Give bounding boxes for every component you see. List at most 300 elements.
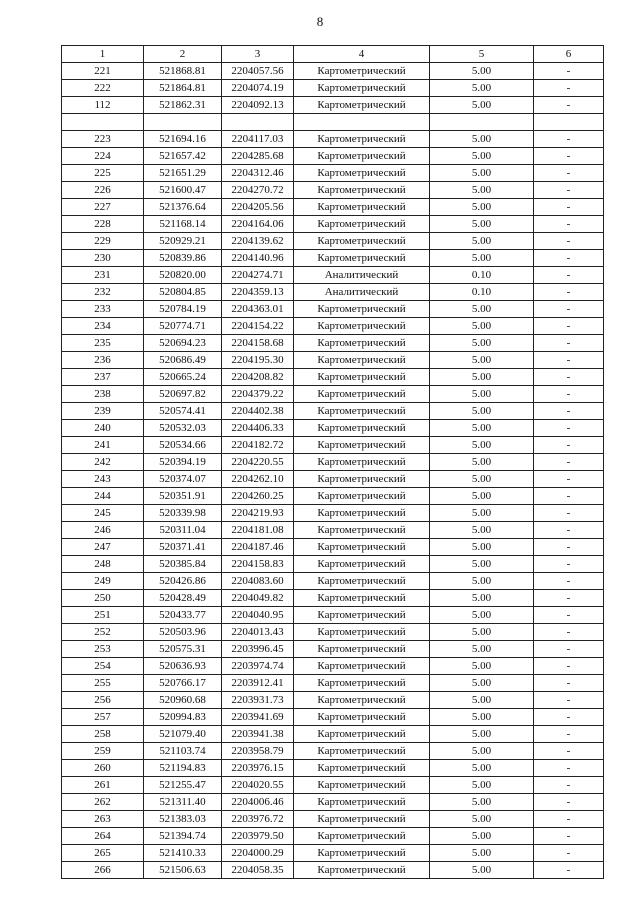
table-cell: 520394.19 bbox=[144, 454, 222, 471]
table-cell: 521168.14 bbox=[144, 216, 222, 233]
table-cell: - bbox=[534, 80, 604, 97]
column-header: 4 bbox=[294, 46, 430, 63]
table-cell: 2204020.55 bbox=[222, 777, 294, 794]
column-header: 2 bbox=[144, 46, 222, 63]
table-cell: Картометрический bbox=[294, 131, 430, 148]
table-cell: 520766.17 bbox=[144, 675, 222, 692]
table-cell: 251 bbox=[62, 607, 144, 624]
table-cell: 2204182.72 bbox=[222, 437, 294, 454]
table-cell: 262 bbox=[62, 794, 144, 811]
table-row bbox=[62, 811, 604, 828]
table-row bbox=[62, 505, 604, 522]
table-cell: 5.00 bbox=[430, 811, 534, 828]
table-row bbox=[62, 131, 604, 148]
table-cell: 2204262.10 bbox=[222, 471, 294, 488]
table-cell: 5.00 bbox=[430, 590, 534, 607]
table-cell: - bbox=[534, 488, 604, 505]
table-cell: 2204402.38 bbox=[222, 403, 294, 420]
table-row bbox=[62, 607, 604, 624]
table-cell: Картометрический bbox=[294, 760, 430, 777]
table-cell: 245 bbox=[62, 505, 144, 522]
table-cell: 5.00 bbox=[430, 777, 534, 794]
table-cell: 255 bbox=[62, 675, 144, 692]
table-cell: Картометрический bbox=[294, 505, 430, 522]
table-cell: - bbox=[534, 131, 604, 148]
table-cell: - bbox=[534, 845, 604, 862]
table-cell: Картометрический bbox=[294, 199, 430, 216]
table-cell: Картометрический bbox=[294, 148, 430, 165]
table-cell: 266 bbox=[62, 862, 144, 879]
table-cell: 238 bbox=[62, 386, 144, 403]
table-cell: - bbox=[534, 165, 604, 182]
table-cell: 521376.64 bbox=[144, 199, 222, 216]
table-row bbox=[62, 80, 604, 97]
table-cell: 239 bbox=[62, 403, 144, 420]
table-cell: 237 bbox=[62, 369, 144, 386]
table-cell: 5.00 bbox=[430, 556, 534, 573]
table-cell: Картометрический bbox=[294, 573, 430, 590]
table-cell: 520804.85 bbox=[144, 284, 222, 301]
table-cell: 5.00 bbox=[430, 675, 534, 692]
table-row bbox=[62, 675, 604, 692]
table-row bbox=[62, 641, 604, 658]
table-cell: 2204000.29 bbox=[222, 845, 294, 862]
table-cell: - bbox=[534, 148, 604, 165]
table-cell: Картометрический bbox=[294, 641, 430, 658]
table-cell: 5.00 bbox=[430, 760, 534, 777]
table-cell: Аналитический bbox=[294, 267, 430, 284]
table-cell: 221 bbox=[62, 63, 144, 80]
table-cell: 2204219.93 bbox=[222, 505, 294, 522]
table-cell: 5.00 bbox=[430, 454, 534, 471]
table-row bbox=[62, 148, 604, 165]
column-header: 1 bbox=[62, 46, 144, 63]
table-cell: 2204164.06 bbox=[222, 216, 294, 233]
table-cell: 2204057.56 bbox=[222, 63, 294, 80]
table-cell: 5.00 bbox=[430, 63, 534, 80]
table-cell: 521694.16 bbox=[144, 131, 222, 148]
table-cell: Картометрический bbox=[294, 335, 430, 352]
table-cell bbox=[62, 114, 144, 131]
table-cell: 521079.40 bbox=[144, 726, 222, 743]
table-cell: Картометрический bbox=[294, 658, 430, 675]
table-cell: Картометрический bbox=[294, 165, 430, 182]
table-cell: 2204312.46 bbox=[222, 165, 294, 182]
table-cell: 2204006.46 bbox=[222, 794, 294, 811]
table-cell: 2204363.01 bbox=[222, 301, 294, 318]
table-cell: - bbox=[534, 709, 604, 726]
table-cell: 2204154.22 bbox=[222, 318, 294, 335]
table-cell: Картометрический bbox=[294, 437, 430, 454]
table-row bbox=[62, 692, 604, 709]
table-cell: 5.00 bbox=[430, 182, 534, 199]
table-cell bbox=[534, 114, 604, 131]
table-cell: Картометрический bbox=[294, 63, 430, 80]
table-row bbox=[62, 777, 604, 794]
table-row bbox=[62, 352, 604, 369]
table-row bbox=[62, 794, 604, 811]
table-cell: 5.00 bbox=[430, 641, 534, 658]
table-cell: Картометрический bbox=[294, 454, 430, 471]
table-cell: 2204406.33 bbox=[222, 420, 294, 437]
table-cell: - bbox=[534, 97, 604, 114]
table-cell: 230 bbox=[62, 250, 144, 267]
table-cell: 2204040.95 bbox=[222, 607, 294, 624]
table-row bbox=[62, 420, 604, 437]
table-cell: 5.00 bbox=[430, 301, 534, 318]
table-cell: 5.00 bbox=[430, 97, 534, 114]
table-cell: 5.00 bbox=[430, 505, 534, 522]
table-cell: 520426.86 bbox=[144, 573, 222, 590]
table-cell: Картометрический bbox=[294, 488, 430, 505]
table-cell: 263 bbox=[62, 811, 144, 828]
table-cell: Картометрический bbox=[294, 403, 430, 420]
table-cell: Картометрический bbox=[294, 590, 430, 607]
table-cell: 2204181.08 bbox=[222, 522, 294, 539]
table-cell: 520665.24 bbox=[144, 369, 222, 386]
table-cell: 254 bbox=[62, 658, 144, 675]
table-cell: 2204158.68 bbox=[222, 335, 294, 352]
table-cell: 2204260.25 bbox=[222, 488, 294, 505]
table-cell: 520433.77 bbox=[144, 607, 222, 624]
table-cell: 520839.86 bbox=[144, 250, 222, 267]
table-cell: 521657.42 bbox=[144, 148, 222, 165]
table-cell: - bbox=[534, 862, 604, 879]
table-cell: Картометрический bbox=[294, 726, 430, 743]
table-cell: 0.10 bbox=[430, 267, 534, 284]
table-cell: - bbox=[534, 692, 604, 709]
table-cell: Картометрический bbox=[294, 539, 430, 556]
table-cell: 521410.33 bbox=[144, 845, 222, 862]
table-cell: 2204140.96 bbox=[222, 250, 294, 267]
table-cell: 253 bbox=[62, 641, 144, 658]
table-row bbox=[62, 216, 604, 233]
table-cell: 258 bbox=[62, 726, 144, 743]
table-cell: Картометрический bbox=[294, 352, 430, 369]
table-cell: 240 bbox=[62, 420, 144, 437]
table-row bbox=[62, 114, 604, 131]
table-cell: 5.00 bbox=[430, 369, 534, 386]
table-cell: 521255.47 bbox=[144, 777, 222, 794]
table-row bbox=[62, 624, 604, 641]
table-cell: Картометрический bbox=[294, 828, 430, 845]
table-cell bbox=[294, 114, 430, 131]
column-header: 5 bbox=[430, 46, 534, 63]
table-cell: Картометрический bbox=[294, 675, 430, 692]
table-cell: 5.00 bbox=[430, 692, 534, 709]
table-cell: 5.00 bbox=[430, 131, 534, 148]
table-cell: 5.00 bbox=[430, 539, 534, 556]
table-row bbox=[62, 726, 604, 743]
table-cell: 520574.41 bbox=[144, 403, 222, 420]
table-cell: 520534.66 bbox=[144, 437, 222, 454]
table-cell: 250 bbox=[62, 590, 144, 607]
table-cell: Картометрический bbox=[294, 862, 430, 879]
table-cell: Картометрический bbox=[294, 811, 430, 828]
table-cell: 2204092.13 bbox=[222, 97, 294, 114]
table-cell: - bbox=[534, 760, 604, 777]
table-cell: - bbox=[534, 471, 604, 488]
table-row bbox=[62, 760, 604, 777]
table-cell: 520697.82 bbox=[144, 386, 222, 403]
table-cell: - bbox=[534, 318, 604, 335]
table-cell: Картометрический bbox=[294, 556, 430, 573]
table-cell: 520371.41 bbox=[144, 539, 222, 556]
table-cell: 252 bbox=[62, 624, 144, 641]
table-cell: 521103.74 bbox=[144, 743, 222, 760]
table-cell: 520532.03 bbox=[144, 420, 222, 437]
table-cell: - bbox=[534, 726, 604, 743]
table-cell: 5.00 bbox=[430, 199, 534, 216]
table-cell: 5.00 bbox=[430, 522, 534, 539]
table-cell: 5.00 bbox=[430, 488, 534, 505]
table-cell: 5.00 bbox=[430, 216, 534, 233]
table-cell: Картометрический bbox=[294, 182, 430, 199]
table-cell: - bbox=[534, 658, 604, 675]
table-row bbox=[62, 182, 604, 199]
coordinates-table bbox=[61, 45, 604, 879]
table-cell: 521311.40 bbox=[144, 794, 222, 811]
table-cell: 2203976.15 bbox=[222, 760, 294, 777]
table-cell: 5.00 bbox=[430, 624, 534, 641]
table-cell: 233 bbox=[62, 301, 144, 318]
table-cell: Картометрический bbox=[294, 692, 430, 709]
table-row bbox=[62, 471, 604, 488]
table-cell: 0.10 bbox=[430, 284, 534, 301]
table-cell: Аналитический bbox=[294, 284, 430, 301]
table-cell: 249 bbox=[62, 573, 144, 590]
table-cell: 520960.68 bbox=[144, 692, 222, 709]
table-cell: - bbox=[534, 301, 604, 318]
column-header: 3 bbox=[222, 46, 294, 63]
table-row bbox=[62, 709, 604, 726]
table-cell: 520994.83 bbox=[144, 709, 222, 726]
table-row bbox=[62, 437, 604, 454]
table-row bbox=[62, 658, 604, 675]
table-cell bbox=[222, 114, 294, 131]
table-cell: - bbox=[534, 199, 604, 216]
table-cell: 232 bbox=[62, 284, 144, 301]
table-cell: 231 bbox=[62, 267, 144, 284]
table-cell: 229 bbox=[62, 233, 144, 250]
table-cell: Картометрический bbox=[294, 624, 430, 641]
table-cell: - bbox=[534, 828, 604, 845]
table-row bbox=[62, 301, 604, 318]
table-cell: - bbox=[534, 182, 604, 199]
table-cell: - bbox=[534, 369, 604, 386]
table-cell: 2204083.60 bbox=[222, 573, 294, 590]
table-cell: 236 bbox=[62, 352, 144, 369]
table-cell: 2204208.82 bbox=[222, 369, 294, 386]
table-cell: 521600.47 bbox=[144, 182, 222, 199]
table-row bbox=[62, 862, 604, 879]
table-cell: 520929.21 bbox=[144, 233, 222, 250]
table-cell: Картометрический bbox=[294, 250, 430, 267]
table-cell: - bbox=[534, 607, 604, 624]
table-cell: 5.00 bbox=[430, 845, 534, 862]
table-row bbox=[62, 573, 604, 590]
table-cell: 2203931.73 bbox=[222, 692, 294, 709]
table-cell: 227 bbox=[62, 199, 144, 216]
table-cell: 520774.71 bbox=[144, 318, 222, 335]
table-cell: 5.00 bbox=[430, 352, 534, 369]
table-cell: - bbox=[534, 675, 604, 692]
table-cell: 5.00 bbox=[430, 828, 534, 845]
table-cell: 2203996.45 bbox=[222, 641, 294, 658]
table-cell: 5.00 bbox=[430, 335, 534, 352]
table-cell: 246 bbox=[62, 522, 144, 539]
table-cell: - bbox=[534, 352, 604, 369]
table-cell: 222 bbox=[62, 80, 144, 97]
table-cell: 2204379.22 bbox=[222, 386, 294, 403]
table-cell: 5.00 bbox=[430, 403, 534, 420]
table-cell: 5.00 bbox=[430, 386, 534, 403]
table-cell: Картометрический bbox=[294, 233, 430, 250]
table-row bbox=[62, 369, 604, 386]
table-cell: 5.00 bbox=[430, 318, 534, 335]
table-cell: 2203958.79 bbox=[222, 743, 294, 760]
table-cell: 241 bbox=[62, 437, 144, 454]
table-cell: 5.00 bbox=[430, 607, 534, 624]
table-row bbox=[62, 590, 604, 607]
table-row bbox=[62, 165, 604, 182]
table-cell: 243 bbox=[62, 471, 144, 488]
table-cell: 248 bbox=[62, 556, 144, 573]
table-cell: - bbox=[534, 743, 604, 760]
table-cell: Картометрический bbox=[294, 845, 430, 862]
table-cell: - bbox=[534, 420, 604, 437]
table-cell: 520428.49 bbox=[144, 590, 222, 607]
table-row bbox=[62, 522, 604, 539]
table-cell: 521864.81 bbox=[144, 80, 222, 97]
table-cell: 520311.04 bbox=[144, 522, 222, 539]
table-cell: 228 bbox=[62, 216, 144, 233]
table-cell: Картометрический bbox=[294, 318, 430, 335]
table-cell: 521194.83 bbox=[144, 760, 222, 777]
table-cell: 2204270.72 bbox=[222, 182, 294, 199]
table-row bbox=[62, 250, 604, 267]
table-row bbox=[62, 267, 604, 284]
table-cell: 2204117.03 bbox=[222, 131, 294, 148]
table-cell: 5.00 bbox=[430, 658, 534, 675]
table-row bbox=[62, 454, 604, 471]
table-cell: - bbox=[534, 233, 604, 250]
table-cell: 520784.19 bbox=[144, 301, 222, 318]
table-cell: Картометрический bbox=[294, 777, 430, 794]
table-cell: 521868.81 bbox=[144, 63, 222, 80]
table-cell: 5.00 bbox=[430, 862, 534, 879]
table-cell: 244 bbox=[62, 488, 144, 505]
table-cell: 259 bbox=[62, 743, 144, 760]
table-cell: 2204158.83 bbox=[222, 556, 294, 573]
table-cell: Картометрический bbox=[294, 369, 430, 386]
table-cell: 5.00 bbox=[430, 420, 534, 437]
table-cell: Картометрический bbox=[294, 471, 430, 488]
table-row bbox=[62, 233, 604, 250]
table-cell: 2203912.41 bbox=[222, 675, 294, 692]
table-cell: - bbox=[534, 454, 604, 471]
table-cell bbox=[144, 114, 222, 131]
table-cell: - bbox=[534, 250, 604, 267]
table-cell bbox=[430, 114, 534, 131]
table-cell: 520339.98 bbox=[144, 505, 222, 522]
table-row bbox=[62, 335, 604, 352]
table-row bbox=[62, 318, 604, 335]
table-row bbox=[62, 743, 604, 760]
table-cell: - bbox=[534, 556, 604, 573]
table-cell: 520351.91 bbox=[144, 488, 222, 505]
table-cell: 2204187.46 bbox=[222, 539, 294, 556]
table-cell: - bbox=[534, 641, 604, 658]
table-cell: - bbox=[534, 63, 604, 80]
table-cell: 2204195.30 bbox=[222, 352, 294, 369]
table-cell: 242 bbox=[62, 454, 144, 471]
table-cell: - bbox=[534, 386, 604, 403]
table-cell: 5.00 bbox=[430, 471, 534, 488]
table-cell: 264 bbox=[62, 828, 144, 845]
table-row bbox=[62, 386, 604, 403]
table-cell: 225 bbox=[62, 165, 144, 182]
table-cell: 112 bbox=[62, 97, 144, 114]
table-cell: - bbox=[534, 794, 604, 811]
table-cell: 2204074.19 bbox=[222, 80, 294, 97]
column-header: 6 bbox=[534, 46, 604, 63]
table-cell: 2203979.50 bbox=[222, 828, 294, 845]
table-cell: 521862.31 bbox=[144, 97, 222, 114]
table-cell: 521383.03 bbox=[144, 811, 222, 828]
table-cell: - bbox=[534, 777, 604, 794]
table-cell: 520820.00 bbox=[144, 267, 222, 284]
table-cell: 2204205.56 bbox=[222, 199, 294, 216]
table-cell: 5.00 bbox=[430, 233, 534, 250]
table-row bbox=[62, 828, 604, 845]
table-row bbox=[62, 556, 604, 573]
table-cell: 5.00 bbox=[430, 148, 534, 165]
table-cell: 5.00 bbox=[430, 80, 534, 97]
table-cell: 235 bbox=[62, 335, 144, 352]
table-cell: 5.00 bbox=[430, 250, 534, 267]
table-cell: 5.00 bbox=[430, 165, 534, 182]
table-cell: 521651.29 bbox=[144, 165, 222, 182]
table-cell: 520575.31 bbox=[144, 641, 222, 658]
table-row bbox=[62, 97, 604, 114]
table-cell: 2204285.68 bbox=[222, 148, 294, 165]
table-cell: Картометрический bbox=[294, 216, 430, 233]
table-cell: 223 bbox=[62, 131, 144, 148]
table-cell: Картометрический bbox=[294, 709, 430, 726]
table-cell: Картометрический bbox=[294, 301, 430, 318]
table-cell: 5.00 bbox=[430, 743, 534, 760]
table-row bbox=[62, 403, 604, 420]
table-cell: 520694.23 bbox=[144, 335, 222, 352]
table-cell: 2204139.62 bbox=[222, 233, 294, 250]
table-cell: - bbox=[534, 335, 604, 352]
table-cell: 256 bbox=[62, 692, 144, 709]
table-row bbox=[62, 488, 604, 505]
table-cell: - bbox=[534, 590, 604, 607]
table-cell: - bbox=[534, 539, 604, 556]
table-cell: 2204013.43 bbox=[222, 624, 294, 641]
table-cell: 2203974.74 bbox=[222, 658, 294, 675]
table-cell: 520503.96 bbox=[144, 624, 222, 641]
table-cell: 520374.07 bbox=[144, 471, 222, 488]
table-cell: - bbox=[534, 573, 604, 590]
table-cell: 5.00 bbox=[430, 794, 534, 811]
table-cell: 2204058.35 bbox=[222, 862, 294, 879]
table-cell: 521394.74 bbox=[144, 828, 222, 845]
table-cell: 2203941.38 bbox=[222, 726, 294, 743]
table-row bbox=[62, 199, 604, 216]
